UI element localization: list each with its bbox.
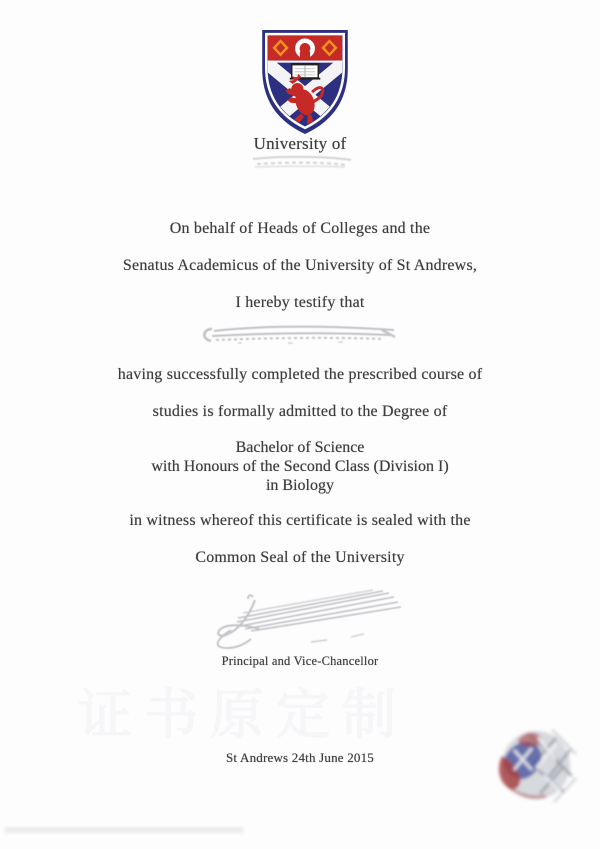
watermark-text: 证书原定制: [78, 683, 408, 746]
preamble-line-1: On behalf of Heads of Colleges and the: [169, 220, 431, 237]
signature-scribble: [193, 584, 421, 658]
degree-field: in Biology: [265, 477, 334, 494]
preamble-line-2: Senatus Academicus of the University of St Andrews,: [122, 257, 478, 274]
completion-line-1: having successfully completed the prescribed course of: [117, 366, 483, 383]
scan-artifact-line: [4, 827, 244, 833]
institution-label: University of: [253, 134, 347, 153]
preamble-line-3: I hereby testify that: [235, 294, 365, 311]
crest-shield: [252, 28, 358, 136]
degree-block: [0, 438, 600, 495]
degree-honours: with Honours of the Second Class (Division I): [151, 458, 449, 475]
witness-line-2: Common Seal of the University: [195, 549, 405, 566]
signatory-title: Principal and Vice-Chancellor: [221, 654, 379, 668]
dateline: St Andrews 24th June 2015: [226, 750, 374, 765]
holographic-seal: [488, 720, 578, 812]
university-crest: [252, 28, 358, 141]
witness-line-1: in witness whereof this certificate is sealed with the: [129, 512, 471, 529]
redacted-recipient-name: [198, 322, 403, 348]
redacted-institution-name: [247, 154, 357, 170]
degree-name: Bachelor of Science: [235, 439, 365, 456]
completion-line-2: studies is formally admitted to the Degree of: [152, 403, 448, 420]
